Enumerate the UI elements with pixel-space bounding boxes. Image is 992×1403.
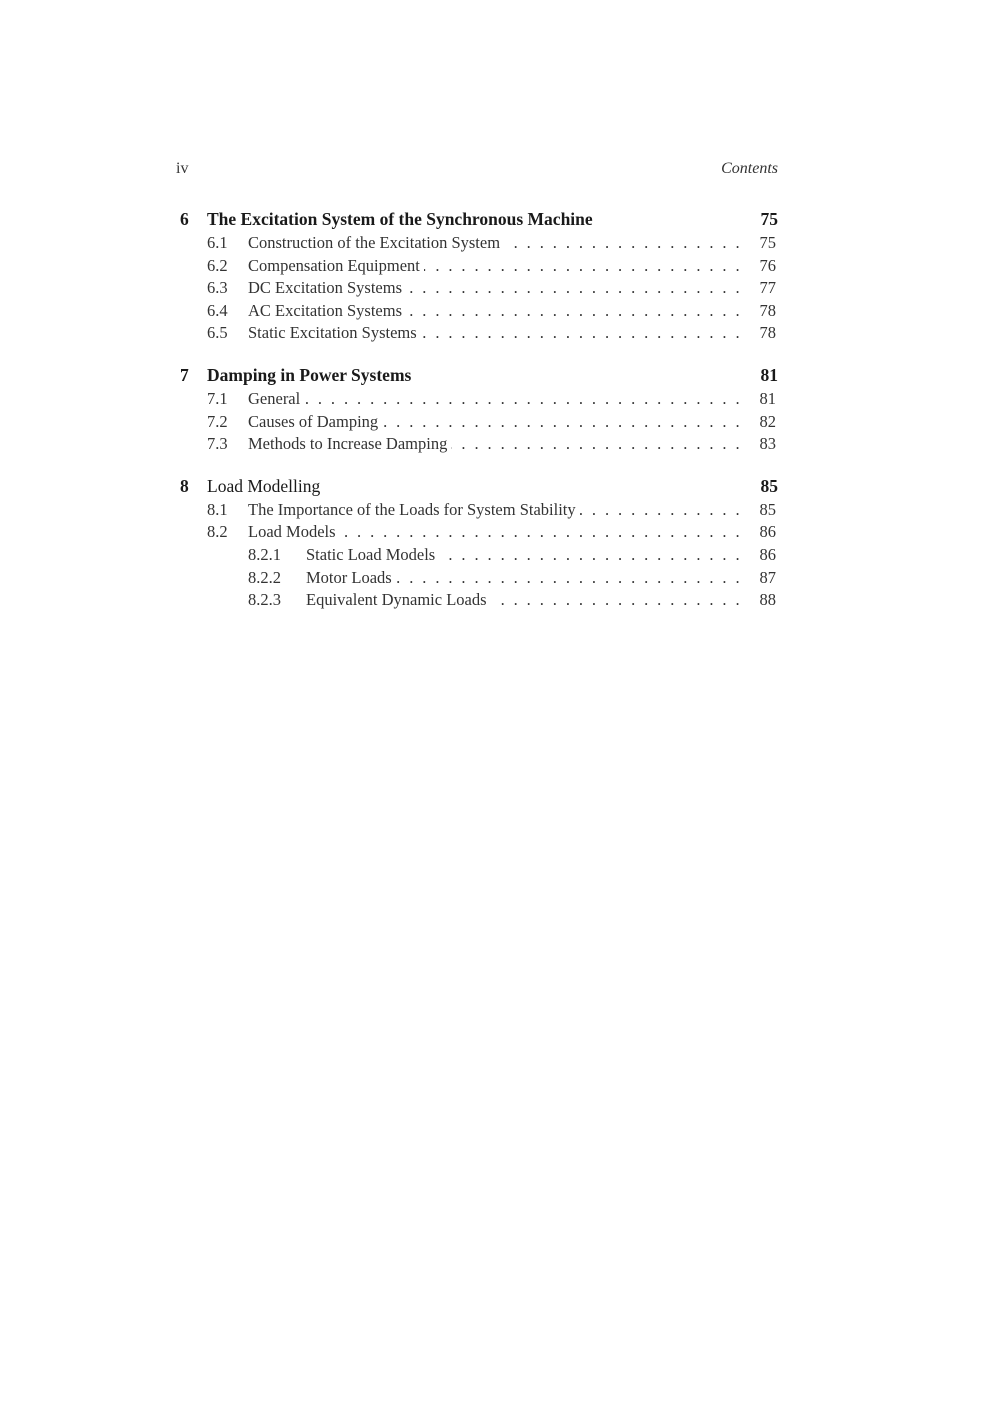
section-number: 8.2 bbox=[207, 522, 228, 542]
chapter-page: 81 bbox=[760, 364, 778, 385]
toc-section[interactable] bbox=[176, 256, 778, 279]
toc-chapter-7[interactable] bbox=[176, 365, 778, 389]
section-title: Static Excitation Systems . . . bbox=[248, 323, 742, 343]
chapter-number: 8 bbox=[180, 475, 189, 496]
toc-section[interactable] bbox=[176, 500, 778, 523]
toc-subsection[interactable] bbox=[176, 568, 778, 591]
section-page: 76 bbox=[759, 255, 776, 275]
section-page: 83 bbox=[759, 434, 776, 454]
section-number: 6.3 bbox=[207, 278, 228, 298]
subsection-number: 8.2.2 bbox=[248, 567, 281, 587]
toc-chapter-8[interactable] bbox=[176, 476, 778, 500]
subsection-title: Static Load Models . . . bbox=[306, 545, 742, 565]
chapter-page: 75 bbox=[760, 209, 778, 229]
section-page: 78 bbox=[759, 323, 776, 343]
section-number: 6.4 bbox=[207, 300, 228, 320]
section-number: 6.1 bbox=[207, 233, 228, 252]
section-page: 82 bbox=[759, 411, 776, 431]
subsection-number: 8.2.1 bbox=[248, 544, 281, 564]
section-number: 7.1 bbox=[207, 388, 228, 408]
toc-subsection[interactable] bbox=[176, 545, 778, 568]
section-title: Construction of the Excitation System . . . bbox=[248, 233, 742, 253]
running-title: Contents bbox=[721, 160, 778, 177]
subsection-title: Motor Loads . . . bbox=[306, 568, 742, 588]
toc-section[interactable] bbox=[176, 412, 778, 435]
subsection-number: 8.2.3 bbox=[248, 590, 281, 610]
spacer bbox=[176, 346, 778, 365]
running-header bbox=[176, 160, 778, 182]
section-title: Methods to Increase Damping . . . bbox=[248, 434, 742, 454]
toc-section[interactable] bbox=[176, 301, 778, 324]
section-title: DC Excitation Systems . . . bbox=[248, 278, 742, 298]
toc-section[interactable] bbox=[176, 434, 778, 457]
chapter-number: 6 bbox=[180, 209, 189, 229]
section-number: 7.2 bbox=[207, 411, 228, 431]
subsection-page: 87 bbox=[759, 567, 776, 587]
section-page: 78 bbox=[759, 300, 776, 320]
section-number: 8.1 bbox=[207, 499, 228, 519]
section-title: AC Excitation Systems . . . bbox=[248, 301, 742, 321]
section-page: 75 bbox=[759, 233, 776, 252]
subsection-title: Equivalent Dynamic Loads . . . bbox=[306, 590, 742, 610]
section-page: 86 bbox=[759, 522, 776, 542]
chapter-page: 85 bbox=[760, 475, 778, 496]
toc-subsection[interactable] bbox=[176, 590, 778, 613]
toc-section[interactable] bbox=[176, 522, 778, 545]
table-of-contents bbox=[176, 209, 778, 613]
spacer bbox=[176, 457, 778, 476]
section-title: Load Models . . . bbox=[248, 522, 742, 542]
section-title: The Importance of the Loads for System Stability . . . bbox=[248, 500, 742, 520]
section-title: Compensation Equipment . . . bbox=[248, 256, 742, 276]
section-page: 77 bbox=[759, 278, 776, 298]
toc-section[interactable] bbox=[176, 389, 778, 412]
toc-section[interactable] bbox=[176, 278, 778, 301]
section-number: 6.5 bbox=[207, 323, 228, 343]
section-number: 7.3 bbox=[207, 434, 228, 454]
section-title: Causes of Damping . . . bbox=[248, 412, 742, 432]
subsection-page: 86 bbox=[759, 544, 776, 564]
subsection-page: 88 bbox=[759, 590, 776, 610]
chapter-title: Load Modelling bbox=[207, 475, 321, 496]
toc-section[interactable] bbox=[176, 323, 778, 346]
chapter-title: The Excitation System of the Synchronous Machine bbox=[207, 209, 593, 229]
section-page: 81 bbox=[759, 388, 776, 408]
toc-section[interactable] bbox=[176, 233, 778, 256]
page-number: iv bbox=[176, 160, 189, 177]
chapter-number: 7 bbox=[180, 364, 189, 385]
section-number: 6.2 bbox=[207, 255, 228, 275]
toc-chapter-6[interactable] bbox=[176, 209, 778, 233]
chapter-title: Damping in Power Systems bbox=[207, 364, 412, 385]
section-title: General . . . bbox=[248, 389, 742, 409]
section-page: 85 bbox=[759, 499, 776, 519]
